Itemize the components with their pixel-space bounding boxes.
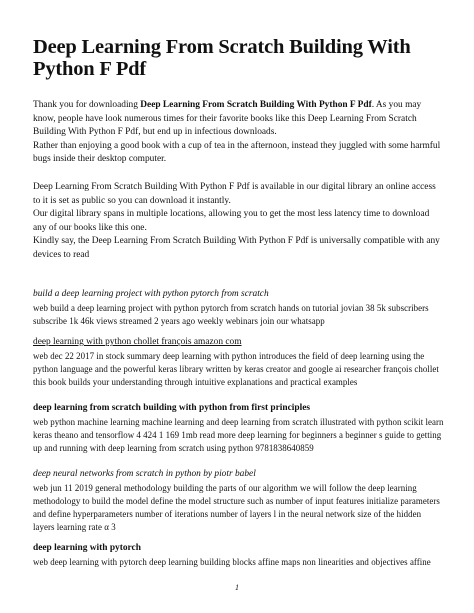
- intro-bold-title: Deep Learning From Scratch Building With Python F Pdf: [140, 100, 372, 110]
- section-title: deep neural networks from scratch in python by piotr babel: [33, 469, 256, 479]
- intro-paragraph: [33, 99, 444, 167]
- section-5: [33, 542, 444, 569]
- availability-p1: Deep Learning From Scratch Building With Python F Pdf is available in our digital library an online access to it is set as public so you can download it instantly.: [33, 182, 436, 206]
- section-body: web build a deep learning project with python pytorch from scratch hands on tutorial jovian 38 5k subscribers subscribe 1k 46k views streamed 2 years ago weekly webinars join our whatsapp: [33, 302, 429, 326]
- section-body: web jun 11 2019 general methodology building the parts of our algorithm we will follow the deep learning methodology to build the model define the model structure such as number of input features initialize parameters and define hyperparameters number of iterations number of layers l in the neural network size of the hidden layers learning rate α 3: [33, 482, 440, 533]
- availability-p2: Our digital library spans in multiple locations, allowing you to get the most less latency time to download any of our books like this one.: [33, 209, 430, 233]
- section-title: build a deep learning project with python pytorch from scratch: [33, 289, 269, 299]
- intro-rest: . As you may know, people have look numerous times for their favorite books like this Deep Learning From Scratch Building With Python F Pdf, but end up in infectious downloads.: [33, 100, 422, 137]
- availability-p3: Kindly say, the Deep Learning From Scratch Building With Python F Pdf is universally compatible with any devices to read: [33, 236, 440, 260]
- section-3: [33, 402, 444, 455]
- section-body: web deep learning with pytorch deep learning building blocks affine maps non linearities and objectives affine: [33, 556, 431, 567]
- section-body: web dec 22 2017 in stock summary deep learning with python introduces the field of deep learning using the python language and the powerful keras library written by keras creator and google ai researcher françois chollet this book builds your understanding through intuitive explanations and practical examples: [33, 350, 439, 387]
- section-title: deep learning with pytorch: [33, 543, 141, 553]
- intro-prefix: Thank you for downloading: [33, 100, 141, 110]
- document-title: Deep Learning From Scratch Building With Python F Pdf: [33, 36, 411, 80]
- page-number: 1: [235, 583, 239, 592]
- intro-text: [33, 99, 444, 140]
- intro-line2: Rather than enjoying a good book with a cup of tea in the afternoon, instead they juggled with some harmful bugs inside their desktop computer.: [33, 140, 441, 164]
- availability-paragraph: [33, 181, 444, 262]
- section-title: deep learning from scratch building with python from first principles: [33, 403, 311, 413]
- section-body: web python machine learning machine learning and deep learning from scratch illustrated with python scikit learn keras theano and tensorflow 4 424 1 169 1mb read more deep learning for beginners a beginner s guide to getting up and running with deep learning from scratch using python 9781838640859: [33, 416, 444, 453]
- section-4: [33, 468, 444, 534]
- section-2: [33, 336, 444, 389]
- section-1: [33, 288, 444, 328]
- section-title: deep learning with python chollet françois amazon com: [33, 337, 242, 347]
